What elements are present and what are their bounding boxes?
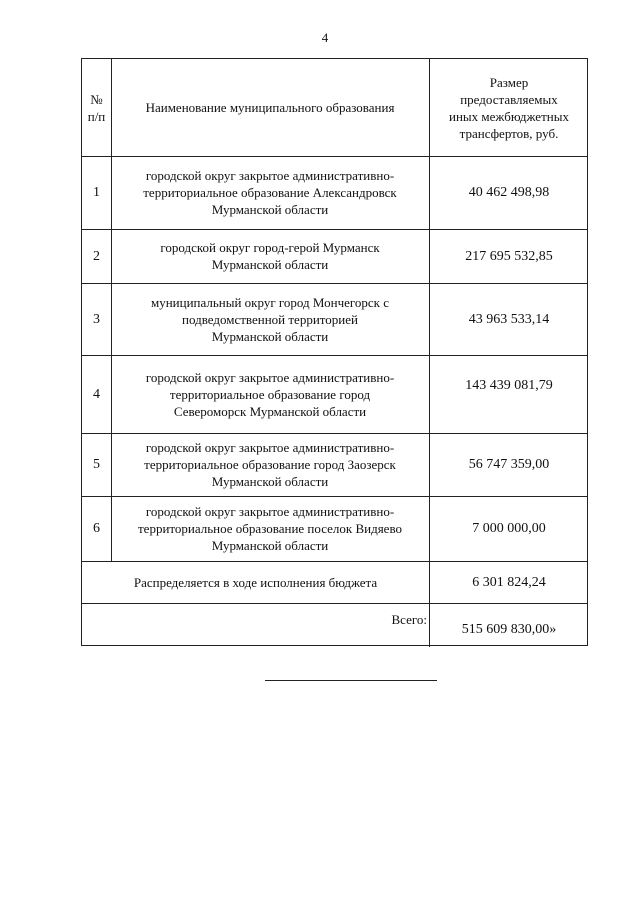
closing-rule <box>265 680 437 681</box>
distributed-label: Распределяется в ходе исполнения бюджета <box>133 574 378 590</box>
transfer-amount: 143 439 081,79 <box>465 377 553 393</box>
row-number: 2 <box>93 248 100 264</box>
header-num: № п/п <box>87 91 106 124</box>
row-number: 4 <box>93 386 100 402</box>
transfer-amount: 217 695 532,85 <box>465 248 553 264</box>
header-amount: Размер предоставляемых иных межбюджетных трансфертов, руб. <box>449 74 569 141</box>
row-number: 1 <box>93 185 100 200</box>
transfers-table <box>81 58 588 646</box>
municipality-name: городской округ закрытое административно- территориальное образование Александровск Мурманской области <box>143 168 397 217</box>
transfer-amount: 40 462 498,98 <box>468 185 550 200</box>
municipality-name: городской округ город-герой Мурманск Мурманской области <box>160 240 380 272</box>
row-number: 3 <box>93 311 100 327</box>
row-number: 5 <box>93 457 100 472</box>
total-amount: 515 609 830,00» <box>461 621 557 637</box>
municipality-name: городской округ закрытое административно- территориальное образование поселок Видяево Мурманской области <box>138 504 402 553</box>
total-label: Всего: <box>391 612 427 627</box>
municipality-name: муниципальный округ город Мончегорск с подведомственной территорией Мурманской области <box>150 294 390 344</box>
municipality-name: городской округ закрытое административно- территориальное образование город Заозерск Мурманской области <box>144 440 396 489</box>
header-name: Наименование муниципального образования <box>145 100 395 115</box>
row-number: 6 <box>93 521 100 536</box>
transfer-amount: 56 747 359,00 <box>468 457 550 472</box>
distributed-amount: 6 301 824,24 <box>472 574 546 590</box>
transfer-amount: 43 963 533,14 <box>468 311 550 327</box>
page-number: 4 <box>321 30 329 45</box>
municipality-name: городской округ закрытое административно- территориальное образование город Североморск Мурманской области <box>145 369 395 419</box>
transfer-amount: 7 000 000,00 <box>472 521 546 536</box>
